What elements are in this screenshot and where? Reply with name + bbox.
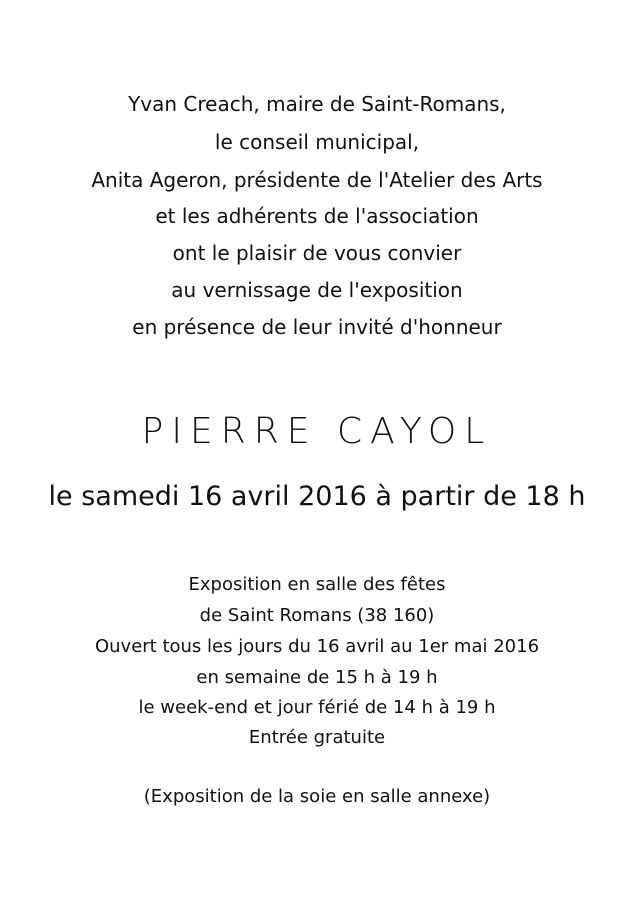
- intro-line-president: Anita Ageron, présidente de l'Atelier des Arts: [91, 168, 543, 192]
- details-line-admission: Entrée gratuite: [248, 727, 386, 748]
- details-line-weekday-hours: en semaine de 15 h à 19 h: [196, 667, 438, 688]
- intro-line-council: le conseil municipal,: [214, 130, 420, 154]
- event-date: le samedi 16 avril 2016 à partir de 18 h: [48, 481, 586, 512]
- artist-name: PIERRE CAYOL: [141, 411, 493, 452]
- intro-line-invite: ont le plaisir de vous convier: [172, 241, 462, 265]
- intro-line-host: Yvan Creach, maire de Saint-Romans,: [128, 92, 506, 116]
- details-line-venue: Exposition en salle des fêtes: [188, 574, 446, 595]
- intro-line-guest: en présence de leur invité d'honneur: [132, 315, 502, 339]
- details-line-open-days: Ouvert tous les jours du 16 avril au 1er mai 2016: [94, 636, 540, 657]
- intro-line-vernissage: au vernissage de l'exposition: [171, 278, 463, 302]
- details-line-town: de Saint Romans (38 160): [199, 605, 435, 626]
- annex-note: (Exposition de la soie en salle annexe): [143, 786, 491, 807]
- intro-line-members: et les adhérents de l'association: [155, 204, 479, 228]
- details-line-weekend-hours: le week-end et jour férié de 14 h à 19 h: [138, 697, 496, 718]
